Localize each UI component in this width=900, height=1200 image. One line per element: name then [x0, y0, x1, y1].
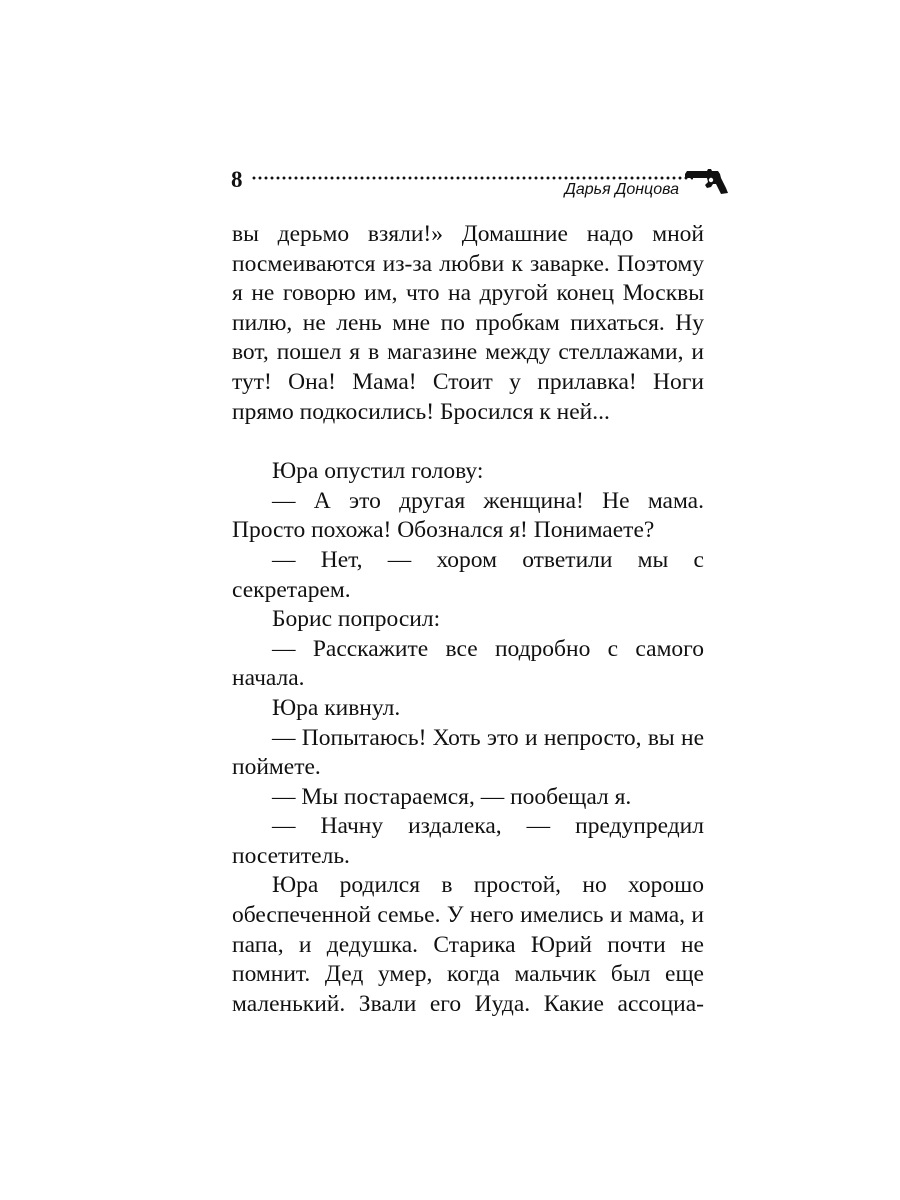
page-number: 8	[231, 167, 243, 192]
running-author: Дарья Донцова	[564, 181, 679, 198]
paragraph: — Начну издалека, — предупредил посетитель.	[232, 813, 704, 869]
paragraph: Борис попросил:	[272, 606, 441, 633]
body-text	[232, 220, 704, 1019]
paragraph: — Нет, — хором ответили мы с секретарем.	[232, 546, 704, 603]
running-header	[229, 163, 729, 203]
paragraph: Юра кивнул.	[272, 694, 401, 721]
paragraph: — А это другая женщина! Не мама. Просто похожа! Обознался я! Понимаете?	[232, 487, 704, 544]
paragraph: вы дерьмо взяли!» Домашние надо мной посмеиваются из-за любви к заварке. Поэтому я не говорю им, что на другой конец Москвы пилю, не лень мне по пробкам пихаться. Ну вот, пошел я в магазине между стеллажами, и тут! Она! Мама! Стоит у прилавка! Ноги прямо подкосились! Бросился к ней...	[232, 221, 704, 425]
paragraph: Юра родился в простой, но хорошо обеспеченной семье. У него имелись и мама, и папа, и дедушка. Старика Юрий почти не помнит. Дед умер, когда мальчик был еще маленький. Звали его Иуда. Какие ассоциа-	[232, 872, 704, 1017]
paragraph: — Расскажите все подробно с самого начала.	[232, 635, 704, 692]
revolver-icon	[685, 167, 729, 195]
paragraph: Юра опустил голову:	[272, 458, 484, 485]
paragraph: — Попытаюсь! Хоть это и непросто, вы не поймете.	[232, 724, 704, 781]
paragraph: — Мы постараемся, — пообещал я.	[272, 783, 632, 810]
